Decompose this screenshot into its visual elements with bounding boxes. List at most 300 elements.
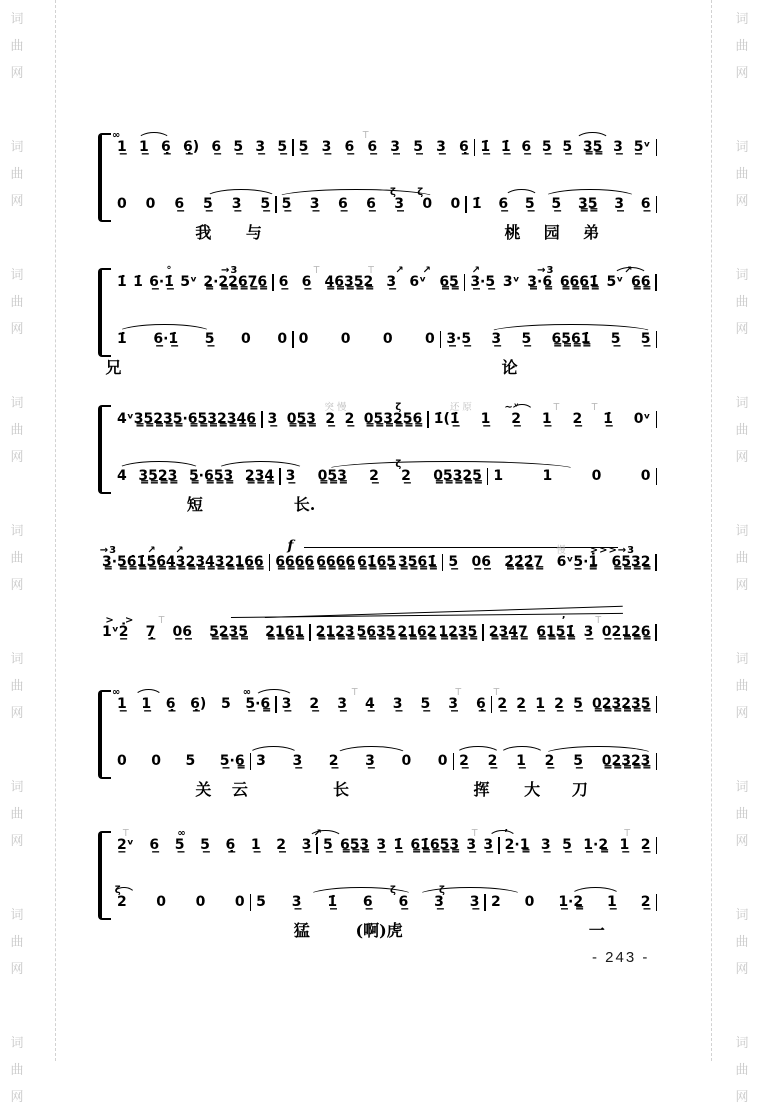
watermark-char: 网 xyxy=(735,322,749,337)
note-group: 2̲ xyxy=(459,753,469,769)
lyric-syllable: 与 xyxy=(245,223,262,242)
note-group: 6̲ xyxy=(498,196,509,212)
note-group: 2̲ xyxy=(572,411,583,427)
note-group: 1̲·2̳ xyxy=(558,894,584,910)
watermark-char: 网 xyxy=(735,450,749,465)
note-group: 3̲ xyxy=(483,837,494,853)
note-group: 5̲ xyxy=(573,753,583,769)
watermark-char: 网 xyxy=(735,578,749,593)
note-group: 6̲ xyxy=(278,274,289,290)
music-line xyxy=(112,402,657,429)
note-group: 5̲ xyxy=(551,196,562,212)
ornament-mark: ζ xyxy=(395,402,403,413)
barline xyxy=(656,837,658,854)
lyric-syllable: 园 xyxy=(543,223,560,242)
note-group: 6̳6̳6̳6̳ xyxy=(316,554,356,570)
note-group: 0 xyxy=(340,331,351,347)
watermark-text xyxy=(733,646,751,727)
note-group: 1̲ xyxy=(607,894,617,910)
note-group: 0 xyxy=(117,753,127,769)
watermark-text xyxy=(8,390,26,471)
note-group: 0 xyxy=(298,331,309,347)
note-group: 2̳3̳4̳7̳ xyxy=(488,624,528,640)
note-group: 3̲ xyxy=(292,753,303,769)
watermark-char: 曲 xyxy=(10,551,24,566)
ornament-mark: ζ xyxy=(417,187,425,198)
note-group: 1̲̇ xyxy=(480,139,491,155)
note-group: 0̲6̲ xyxy=(172,624,192,640)
note-group: 5̲ xyxy=(640,331,651,347)
slur-arc xyxy=(325,461,578,470)
watermark-char: 网 xyxy=(735,66,749,81)
barline xyxy=(655,274,657,291)
ornament-mark: ζ xyxy=(395,459,403,470)
staff-bracket xyxy=(98,268,111,357)
note-group: 0̳2̳3̳2̳3̳5̳ xyxy=(592,696,651,712)
note-group: 4̳6̳3̳5̳2̳ xyxy=(324,274,374,290)
ornament-mark: T xyxy=(455,687,465,698)
ornament-mark: T xyxy=(368,265,377,276)
note-group: 5̲ xyxy=(541,139,552,155)
watermark-char: 曲 xyxy=(10,423,24,438)
note-group: 2̲ xyxy=(309,696,320,712)
watermark-char: 词 xyxy=(10,12,24,27)
note-group: 7̲̣ xyxy=(145,624,156,640)
note-group: 3̲ xyxy=(434,894,444,910)
music-line xyxy=(97,538,657,572)
note-group: 4̲ xyxy=(364,696,375,712)
music-line xyxy=(112,687,657,714)
note-group: 3̲ xyxy=(540,837,551,853)
note-group: 5 xyxy=(256,894,266,910)
slur-arc xyxy=(304,547,618,556)
note-group: 3̲ xyxy=(321,139,332,155)
watermark-text xyxy=(8,1030,26,1111)
lyric-syllable: 猛 xyxy=(293,921,310,940)
watermark-char: 词 xyxy=(10,524,24,539)
note-group: 1̇ xyxy=(117,274,127,290)
note-group: 0 xyxy=(117,196,127,212)
watermark-text xyxy=(733,6,751,87)
note-group: 6̲ xyxy=(367,139,378,155)
ornament-mark: T xyxy=(351,687,361,698)
slur-arc xyxy=(276,189,436,198)
note-group: 2̳·2̳2̳6̳7̳6̳ xyxy=(203,274,268,290)
note-group: 6̲ xyxy=(398,894,409,910)
ornament-mark: ↗ xyxy=(471,265,482,276)
ornament-mark: ∞ xyxy=(177,828,187,839)
measure xyxy=(475,138,655,157)
lyric-syllable: 大 xyxy=(524,780,541,799)
note-group: 5̲ xyxy=(298,139,309,155)
note-group: 3̳·6̳ xyxy=(527,274,553,290)
note-group: 5̳6̳3̳5̳ xyxy=(356,624,396,640)
note-group: 3̲ xyxy=(448,696,458,712)
ornament-mark: ° xyxy=(166,265,173,276)
watermark-char: 词 xyxy=(10,268,24,283)
note-group: 6̲ xyxy=(366,196,376,212)
note-group: 6̲̣ xyxy=(161,139,171,155)
note-group: 0 xyxy=(450,196,461,212)
lyric-syllable: 云 xyxy=(231,780,248,799)
watermark-char: 词 xyxy=(735,780,749,795)
note-group: 3̲ xyxy=(392,696,403,712)
note-group: 5̲ xyxy=(562,837,572,853)
note-group: 5̲ xyxy=(521,331,532,347)
note-group: 0 xyxy=(151,753,162,769)
ornament-mark: →3 xyxy=(537,265,555,276)
watermark-char: 曲 xyxy=(10,935,24,950)
note-group: 4 xyxy=(117,468,127,484)
note-group: 6̳5̳3̳2̳ xyxy=(611,554,651,570)
watermark-char: 曲 xyxy=(735,1063,749,1078)
note-group: 3̲ xyxy=(466,837,477,853)
note-group: 6̳1̳̇6̳5̳3̳ xyxy=(410,837,460,853)
watermark-char: 网 xyxy=(10,834,24,849)
note-group: 2̲ xyxy=(511,411,521,427)
measure xyxy=(492,695,655,714)
ornament-mark: →3 xyxy=(617,545,636,556)
note-group: 0 xyxy=(425,331,435,347)
note-group: 0̲2̲1̳2̳6̳ xyxy=(601,624,651,640)
ornament-mark: ↗ xyxy=(422,265,433,276)
lyric-syllable: 一 xyxy=(588,921,605,940)
watermark-column-right xyxy=(733,0,751,1105)
watermark-char: 网 xyxy=(10,578,24,593)
slur-arc xyxy=(134,689,163,698)
note-group: 0̲6̲ xyxy=(471,554,491,570)
note-group: 2̲ᵛ xyxy=(117,837,134,853)
note-group: 5̲ xyxy=(204,331,215,347)
note-group: 5̲ xyxy=(420,696,431,712)
note-group: 6̲̣) xyxy=(190,696,207,712)
slur-arc xyxy=(248,746,299,755)
lyric-syllable: (啊)虎 xyxy=(355,921,403,940)
note-group: 3̲ xyxy=(231,196,242,212)
music-line xyxy=(112,265,657,292)
note-group: 3̲ xyxy=(386,274,397,290)
note-group: 3̲ xyxy=(491,331,502,347)
watermark-char: 曲 xyxy=(735,423,749,438)
note-group: 0 xyxy=(640,468,651,484)
watermark-char: 词 xyxy=(10,140,24,155)
note-group: 5̳·6̳5̳3̳ xyxy=(172,411,218,427)
lyric-syllable: 刀 xyxy=(571,780,588,799)
note-group: 1 xyxy=(542,468,553,484)
note-group: 5̲ xyxy=(562,139,573,155)
note-group: 6ᵛ5̲·1̳̇ xyxy=(556,554,599,570)
note-group: 1̲ xyxy=(117,139,127,155)
barline xyxy=(655,554,657,571)
watermark-column-left xyxy=(8,0,26,1105)
note-group: 3̲ xyxy=(390,139,401,155)
staff-bracket xyxy=(98,133,111,222)
note-group: 0 xyxy=(156,894,167,910)
watermark-char: 曲 xyxy=(10,39,24,54)
note-group: 6̲ xyxy=(211,139,222,155)
note-group: 2̲ xyxy=(487,753,498,769)
note-group: 5̳̇6̳̇4̳3̳ xyxy=(146,554,186,570)
note-group: 6̳1̳̇6̳5̳ xyxy=(357,554,396,570)
note-group: 1̇ xyxy=(117,331,127,347)
note-group: 0 xyxy=(195,894,206,910)
note-group: 1̇ xyxy=(133,274,143,290)
watermark-char: 词 xyxy=(735,12,749,27)
note-group: 3̲ xyxy=(255,139,266,155)
note-group: 1ᵛ2̲̇ xyxy=(102,624,129,640)
ornament-mark: ʼ xyxy=(561,615,567,626)
watermark-text xyxy=(8,774,26,855)
note-group: 1̲̇ xyxy=(393,837,404,853)
note-group: 5ᵛ xyxy=(180,274,198,290)
slur-arc xyxy=(488,324,654,333)
watermark-char: 词 xyxy=(735,908,749,923)
note-group: 3 xyxy=(256,753,266,769)
ornament-mark: ʼ xyxy=(504,828,510,839)
barline xyxy=(656,411,658,428)
note-group: 2̲ xyxy=(640,894,651,910)
note-group: 2̲·1̳ xyxy=(504,837,530,853)
note-group: 6̲ xyxy=(362,894,373,910)
lyric-syllable: 长 xyxy=(333,780,350,799)
note-group: 1̲̇ xyxy=(603,411,613,427)
note-group: 0̳2̳3̳2̳3̳ xyxy=(601,753,651,769)
measure xyxy=(294,330,440,349)
watermark-char: 网 xyxy=(735,962,749,977)
note-group: 1̲ xyxy=(250,837,261,853)
note-group: 3̳5̳ xyxy=(582,139,603,155)
watermark-text xyxy=(8,262,26,343)
music-line xyxy=(112,885,657,912)
measure xyxy=(112,273,272,292)
note-group: 5̲ xyxy=(322,837,333,853)
music-line xyxy=(112,130,657,157)
note-group: 6̲̣ xyxy=(225,837,236,853)
ornament-mark: > xyxy=(125,615,135,626)
note-group: 5̲ xyxy=(610,331,621,347)
note-group: 5ᵛ xyxy=(606,274,624,290)
note-group: 5̲·6̳ xyxy=(245,696,271,712)
barline xyxy=(656,331,658,348)
note-group: 3̲ xyxy=(281,696,292,712)
watermark-char: 词 xyxy=(10,1036,24,1051)
slur-arc xyxy=(504,189,539,198)
note-group: 3̳5̳2̳3̳ xyxy=(133,411,173,427)
watermark-char: 网 xyxy=(10,66,24,81)
note-group: 1̲ xyxy=(117,696,127,712)
note-group: 2̲ xyxy=(401,468,411,484)
staff-bracket xyxy=(98,831,111,920)
music-line xyxy=(97,615,657,642)
note-group: 6̲·1̲̇ xyxy=(153,331,179,347)
note-group: 0 xyxy=(277,331,288,347)
ornament-mark: T xyxy=(362,130,372,141)
note-group: 5̳2̳3̳5̳ xyxy=(209,624,249,640)
barline xyxy=(656,139,658,156)
note-group: 5 xyxy=(185,753,196,769)
lyric-syllable: 弟 xyxy=(583,223,600,242)
music-line xyxy=(112,828,657,855)
note-group: 2̳1̳6̳1̳ xyxy=(265,624,305,640)
note-group: 3̲ xyxy=(291,894,302,910)
watermark-char: 网 xyxy=(10,194,24,209)
ornament-mark: ↗ xyxy=(147,545,157,556)
watermark-char: 网 xyxy=(735,706,749,721)
note-group: 3̲ xyxy=(337,696,347,712)
ornament-mark: ∞ xyxy=(112,130,122,141)
note-group: 4ᵛ xyxy=(117,411,134,427)
watermark-char: 词 xyxy=(735,396,749,411)
watermark-divider-right xyxy=(711,0,712,1061)
measure xyxy=(294,138,474,157)
watermark-char: 网 xyxy=(10,450,24,465)
note-group: 0 xyxy=(234,894,245,910)
ornament-mark: T xyxy=(122,828,132,839)
ornament-mark: > xyxy=(105,615,115,626)
watermark-char: 网 xyxy=(10,322,24,337)
note-group: 1̲ xyxy=(535,696,545,712)
watermark-text xyxy=(733,902,751,983)
note-group: 0̳5̳3̳2̳5̳6̳ xyxy=(363,411,423,427)
watermark-char: 词 xyxy=(735,140,749,155)
note-group: 3̲ xyxy=(394,196,404,212)
note-group: 3̲·5̲ xyxy=(446,331,472,347)
music-line xyxy=(112,330,657,349)
watermark-char: 网 xyxy=(10,962,24,977)
note-group: 6̲ xyxy=(301,274,312,290)
watermark-char: 曲 xyxy=(735,679,749,694)
music-line xyxy=(112,459,657,486)
note-group: 2̳1̳6̳6̳ xyxy=(224,554,264,570)
note-group: 6̳1̳5̳1̳̇ xyxy=(536,624,576,640)
note-group: 6̲ xyxy=(174,196,185,212)
watermark-text xyxy=(8,518,26,599)
music-system-7 xyxy=(97,828,659,944)
note-group: 5 xyxy=(220,696,231,712)
note-group: 3̲ xyxy=(365,753,375,769)
watermark-text xyxy=(733,518,751,599)
watermark-char: 曲 xyxy=(735,935,749,950)
barline xyxy=(656,468,658,485)
note-group: 2̲ xyxy=(325,411,336,427)
watermark-char: 曲 xyxy=(10,167,24,182)
watermark-char: 曲 xyxy=(10,807,24,822)
note-group: 6̳5̳6̳1̳̇ xyxy=(551,331,591,347)
watermark-char: 网 xyxy=(735,194,749,209)
note-group: 3̲ xyxy=(376,837,387,853)
barline xyxy=(656,894,658,911)
ornament-mark: ↗ xyxy=(624,265,634,276)
slur-arc xyxy=(488,830,517,839)
watermark-text xyxy=(733,134,751,215)
note-group: 0ᵛ xyxy=(633,411,651,427)
note-group: 0 xyxy=(241,331,251,347)
note-group: 2̳1̳6̳2̳ xyxy=(397,624,437,640)
note-group: 6̲ xyxy=(521,139,532,155)
ornament-mark: ζ xyxy=(114,885,122,896)
watermark-char: 曲 xyxy=(735,807,749,822)
slur-arc xyxy=(455,746,501,755)
watermark-char: 词 xyxy=(10,396,24,411)
note-group: 5̲ xyxy=(233,139,244,155)
watermark-char: 词 xyxy=(735,268,749,283)
note-group: 2̲ xyxy=(328,753,339,769)
note-group: 1̲̇ xyxy=(327,894,338,910)
note-group: 1̲ xyxy=(516,753,526,769)
slur-arc xyxy=(117,461,201,470)
watermark-char: 词 xyxy=(10,780,24,795)
note-group: 3̳5̳ xyxy=(577,196,598,212)
note-group: 3̲ xyxy=(614,196,624,212)
note-group: 3̲ xyxy=(613,139,623,155)
note-group: 1̇(1̲̇ xyxy=(433,411,460,427)
slur-arc xyxy=(254,689,294,698)
music-system-3 xyxy=(97,402,659,518)
score-area xyxy=(97,0,659,1061)
note-group: 2 xyxy=(117,894,127,910)
music-line xyxy=(112,752,657,771)
slur-arc xyxy=(205,189,278,198)
slur-arc xyxy=(335,746,408,755)
note-group: 0 xyxy=(401,753,412,769)
note-group: 5̲ xyxy=(260,196,271,212)
lyric-syllable: 我 xyxy=(195,223,212,242)
ornament-mark: T xyxy=(493,687,503,698)
note-group: 1̲ xyxy=(139,139,149,155)
watermark-text xyxy=(733,1030,751,1111)
music-system-6 xyxy=(97,687,659,803)
note-group: 2̲ xyxy=(276,837,287,853)
ornament-mark: →3 xyxy=(221,265,239,276)
barline xyxy=(655,624,657,641)
watermark-char: 曲 xyxy=(735,551,749,566)
note-group: 0 xyxy=(382,331,393,347)
note-group: 3ᵛ xyxy=(502,274,520,290)
watermark-char: 网 xyxy=(735,1090,749,1105)
ornament-mark: ζ xyxy=(439,885,446,896)
note-group: 2̲ xyxy=(544,753,555,769)
note-group: 6̲ xyxy=(337,196,348,212)
ornament-mark: T xyxy=(313,265,323,276)
ornament-mark: T xyxy=(624,828,634,839)
note-group: 5̲ xyxy=(448,554,459,570)
note-group: 5̲·6̳ xyxy=(219,753,245,769)
staff-bracket xyxy=(98,405,111,494)
note-group: 2̲ xyxy=(344,411,355,427)
note-group: 5̳·6̳5̳3̳ xyxy=(188,468,234,484)
ornament-mark: 慢 xyxy=(556,545,569,556)
music-line xyxy=(112,187,657,214)
note-group: 1̳2̳3̳5̳ xyxy=(438,624,478,640)
ornament-mark: ↗ xyxy=(313,828,324,839)
note-group: 3̲ xyxy=(285,468,296,484)
watermark-text xyxy=(733,774,751,855)
watermark-char: 网 xyxy=(10,1090,24,1105)
watermark-char: 曲 xyxy=(735,39,749,54)
note-group: 5̲ xyxy=(281,196,292,212)
watermark-char: 词 xyxy=(10,652,24,667)
note-group: 2̲ xyxy=(640,837,651,853)
ornament-mark: T xyxy=(595,615,605,626)
ornament-mark: ↗ xyxy=(395,265,405,276)
note-group: 2̲ xyxy=(554,696,564,712)
music-system-5 xyxy=(97,615,659,647)
note-group: 6̲·1̲̇ xyxy=(149,274,174,290)
note-group: 2̳̇2̳̇2̳̇7̳ xyxy=(504,554,544,570)
note-group: 3̲ xyxy=(436,139,446,155)
slur-arc xyxy=(575,132,610,141)
note-group: 2̲ xyxy=(516,696,527,712)
